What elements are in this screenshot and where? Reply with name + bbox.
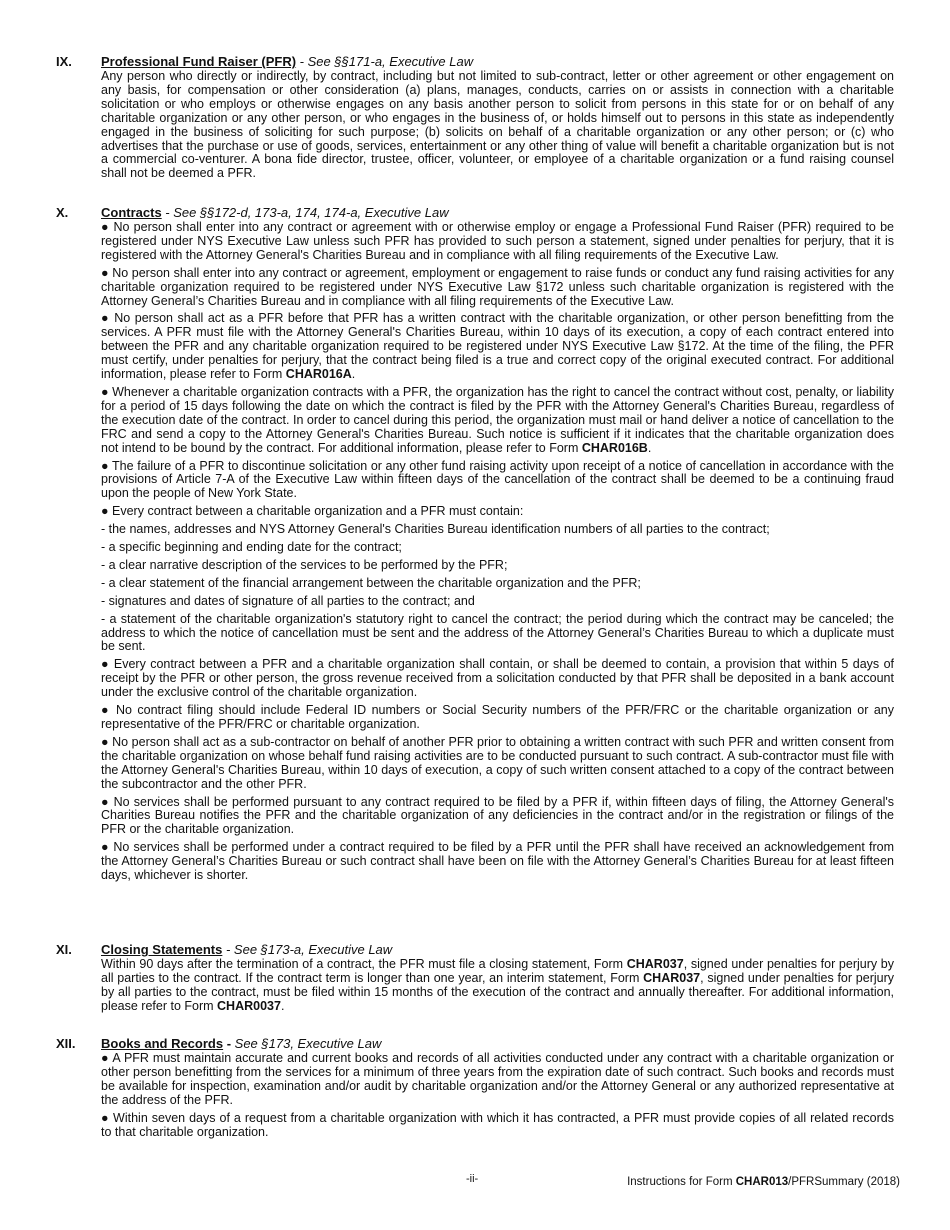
section-title: Contracts	[101, 205, 162, 220]
bullet-paragraph	[101, 312, 894, 382]
text-run: , signed under penalties for perjury by all parties to the contract, must be filed within 15 months of the execution of the contract and annually thereafter. For additional information, please refer to Form	[101, 970, 894, 1013]
section-number: IX.	[56, 54, 72, 69]
text-run: .	[351, 367, 356, 382]
section-title: Books and Records	[101, 1036, 224, 1051]
section-heading	[101, 1036, 381, 1051]
section-body	[101, 70, 894, 185]
section-heading	[101, 205, 449, 220]
bullet-paragraph: ● No person shall act as a sub-contractor on behalf of another PFR prior to obtaining a written contract with such PFR and written consent from the charitable organization on whose behalf fund raising activities are to be conducted pursuant to such contract. A sub-contractor must file with the Attorney General's Charities Bureau, within 10 days of execution, a copy of such written consent attached to a copy of the contract between the subcontractor and the other PFR.	[101, 734, 894, 791]
section-body	[101, 958, 894, 1018]
bullet-paragraph: ● Every contract between a charitable organization and a PFR must contain:	[101, 504, 524, 519]
section-reference: - See §§171-a, Executive Law	[296, 54, 474, 69]
section-number: XII.	[56, 1036, 76, 1051]
form-reference: CHAR0037	[217, 998, 281, 1013]
bullet-paragraph: ● No services shall be performed under a contract required to be filed by a PFR until the PFR shall have received an acknowledgement from the Attorney General’s Charities Bureau or such contract shall have been on file with the Attorney General’s Charities Bureau for at least fifteen days, whichever is shorter.	[101, 840, 894, 883]
section-number: X.	[56, 205, 69, 220]
page-number: -ii-	[466, 1173, 479, 1185]
section-reference: See §173, Executive Law	[234, 1036, 382, 1051]
section-body	[101, 1052, 894, 1143]
bullet-paragraph	[101, 386, 894, 456]
text-run: Instructions for Form	[627, 1176, 736, 1188]
heading-dash: -	[223, 1036, 235, 1051]
bullet-paragraph: ● Within seven days of a request from a charitable organization with which it has contracted, a PFR must provide copies of all related records to that charitable organization.	[101, 1110, 894, 1139]
dash-item: - the names, addresses and NYS Attorney General's Charities Bureau identification numbers of all parties to the contract;	[101, 522, 770, 537]
dash-item: - signatures and dates of signature of all parties to the contract; and	[101, 593, 475, 608]
text-run: ● No person shall act as a PFR before that PFR has a written contract with the charitable organization, or other person benefitting from the services. A PFR must file with the Attorney General's Charities Bureau, within 10 days of its execution, a copy of each contract entered into between the PFR and any charitable organization required to be registered under NYS Executive Law §172. At the time of the filing, the PFR must certify, under penalties for perjury, that the contract being filed is a true and correct copy of the original executed contract. For additional information, please refer to Form	[101, 311, 894, 382]
dash-item: - a specific beginning and ending date for the contract;	[101, 540, 402, 555]
form-reference: CHAR037	[626, 957, 684, 971]
paragraph	[101, 958, 894, 1014]
section-reference: - See §173-a, Executive Law	[222, 942, 393, 957]
text-run: Within 90 days after the termination of a contract, the PFR must file a closing statement, Form	[101, 957, 627, 971]
bullet-paragraph: ● No person shall enter into any contract or agreement, employment or engagement to raise funds or conduct any fund raising activities for any charitable organization required to be registered under NYS Executive Law §172 unless such charitable organization is registered with the Attorney General’s Charities Bureau and in compliance with all filing requirements of the Executive Law.	[101, 265, 894, 308]
text-run: .	[647, 440, 652, 455]
bullet-paragraph: ● Every contract between a PFR and a charitable organization shall contain, or shall be deemed to contain, a provision that within 5 days of receipt by the PFR or other person, the gross revenue received from a solicitation conducted by that PFR shall be deposited in a bank account under the exclusive control of the charitable organization.	[101, 657, 894, 700]
section-heading	[101, 942, 392, 957]
section-number: XI.	[56, 942, 72, 957]
bullet-paragraph: ● No contract filing should include Federal ID numbers or Social Security numbers of the PFR/FRC or the charitable organization or any representative of the PFR/FRC or charitable organization.	[101, 703, 894, 731]
text-run: , signed under penalties for perjury by all parties to the contract. If the contract term is longer than one year, an interim statement, Form	[101, 957, 894, 985]
text-run: ● Whenever a charitable organization contracts with a PFR, the organization has the right to cancel the contract without cost, penalty, or liability for a period of 15 days following the date on which the contract is filed by the PFR with the Attorney General's Charities Bureau, regardless of the execution date of the contract. In order to cancel during this period, the organization must mail or hand deliver a notice of cancellation to the FRC and send a copy to the Attorney General's Charities Bureau. Such notice is sufficient if it indicates that the charitable organization does not intend to be bound by the contract. For additional information, please refer to Form	[101, 384, 894, 455]
section-heading	[101, 54, 473, 69]
form-reference: CHAR016B	[581, 440, 648, 455]
dash-item: - a clear statement of the financial arrangement between the charitable organization and the PFR;	[101, 575, 641, 590]
bullet-paragraph: ● The failure of a PFR to discontinue solicitation or any other fund raising activity upon receipt of a notice of cancellation in accordance with the provisions of Article 7-A of the Executive Law within fifteen days of the cancellation of the contract shall be deemed to be a continuing fraud upon the people of New York State.	[101, 458, 894, 501]
text-run: .	[280, 998, 285, 1013]
dash-item: - a statement of the charitable organization's statutory right to cancel the contract; the period during which the contract may be canceled; the address to which the notice of cancellation must be sent and the address of the Attorney General’s Charities Bureau to which a duplicate must be sent.	[101, 611, 894, 654]
bullet-paragraph: ● A PFR must maintain accurate and current books and records of all activities conducted under any contract with a charitable organization or other person benefitting from the services for a minimum of three years from the expiration date of such contract. Such books and records must be available for inspection, examination and/or audit by charitable organization and/or the Attorney General or any authorized representative at the address of the PFR.	[101, 1051, 894, 1107]
text-run: /PFRSummary (2018)	[788, 1176, 900, 1188]
paragraph: Any person who directly or indirectly, by contract, including but not limited to sub-contract, letter or other agreement or other engagement on any basis, for compensation or other consideration (a) plans, manages, conducts, carries on or assists in connection with a charitable solicitation or who employs or otherwise engages on any basis another person to solicit from persons in this state for or on behalf of any charitable organization or any other person, or who engages in the business of, or holds himself out to persons in this state as independently engaged in the business of soliciting for such purpose; (b) solicits on behalf of a charitable organization or any other person; or (c) who advertises that the purchase or use of goods, services, entertainment or any other thing of value will benefit a charitable organization but is not a commercial co-venturer. A bona fide director, trustee, officer, volunteer, or employee of a charitable organization or a fund raising counsel shall not be deemed a PFR.	[101, 69, 894, 181]
bullet-paragraph: ● No person shall enter into any contract or agreement with or otherwise employ or engage a Professional Fund Raiser (PFR) required to be registered under NYS Executive Law unless such PFR has provided to such person a statement, signed under penalties for perjury, that it is registered with the Attorney General's Charities Bureau and in compliance with all filing requirements of the Executive Law.	[101, 220, 894, 262]
form-reference: CHAR016A	[285, 367, 352, 382]
dash-item: - a clear narrative description of the services to be performed by the PFR;	[101, 557, 508, 572]
section-title: Closing Statements	[101, 942, 223, 957]
footer-title	[627, 1176, 900, 1188]
form-reference: CHAR013	[735, 1176, 789, 1188]
section-title: Professional Fund Raiser (PFR)	[101, 54, 297, 69]
bullet-paragraph: ● No services shall be performed pursuant to any contract required to be filed by a PFR if, within fifteen days of filing, the Attorney General's Charities Bureau notifies the PFR and the charitable organization of any deficiencies in the contract and/or in the registration or filings of the PFR or the charitable organization.	[101, 794, 894, 837]
section-body	[101, 221, 894, 887]
section-reference: - See §§172-d, 173-a, 174, 174-a, Executive Law	[161, 205, 449, 220]
form-reference: CHAR037	[643, 970, 701, 985]
